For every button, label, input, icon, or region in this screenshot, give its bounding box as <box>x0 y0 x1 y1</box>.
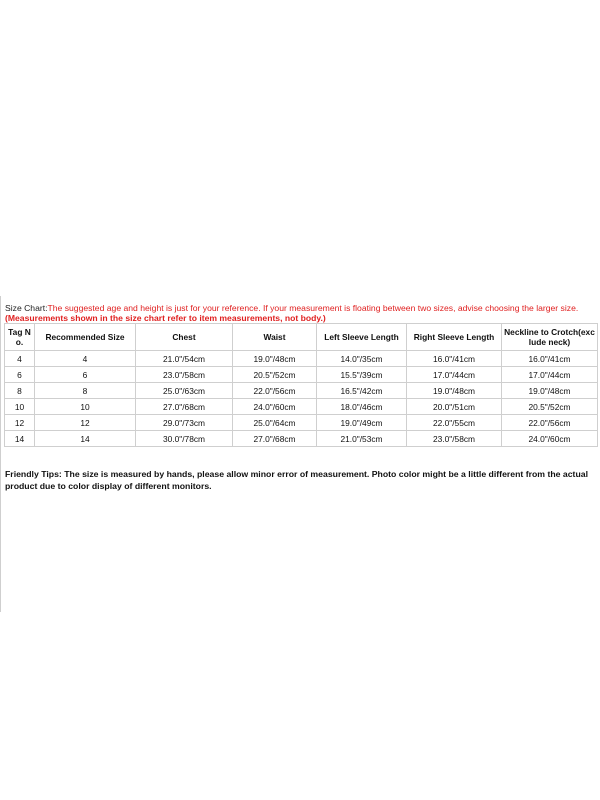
cell-waist: 25.0"/64cm <box>233 415 317 431</box>
header-chest: Chest <box>136 324 233 351</box>
cell-neckline-to-crotch: 20.5"/52cm <box>502 399 598 415</box>
cell-waist: 24.0"/60cm <box>233 399 317 415</box>
cell-recommended-size: 6 <box>35 367 136 383</box>
cell-neckline-to-crotch: 17.0"/44cm <box>502 367 598 383</box>
cell-recommended-size: 10 <box>35 399 136 415</box>
table-row <box>5 383 598 399</box>
page-border <box>0 296 1 612</box>
cell-right-sleeve: 19.0"/48cm <box>407 383 502 399</box>
cell-right-sleeve: 23.0"/58cm <box>407 431 502 447</box>
cell-waist: 27.0"/68cm <box>233 431 317 447</box>
size-chart-intro <box>5 303 595 323</box>
cell-chest: 27.0"/68cm <box>136 399 233 415</box>
cell-tag-no: 8 <box>5 383 35 399</box>
header-waist: Waist <box>233 324 317 351</box>
header-neckline-to-crotch: Neckline to Crotch(exc lude neck) <box>502 324 598 351</box>
size-table <box>4 323 598 447</box>
table-row <box>5 415 598 431</box>
cell-left-sleeve: 16.5"/42cm <box>317 383 407 399</box>
table-row <box>5 431 598 447</box>
cell-right-sleeve: 17.0"/44cm <box>407 367 502 383</box>
cell-right-sleeve: 20.0"/51cm <box>407 399 502 415</box>
friendly-tips: Friendly Tips: The size is measured by hands, please allow minor error of measurement. Photo color might be a little different from the actual product due to color display of different monitors. <box>5 469 588 491</box>
cell-recommended-size: 12 <box>35 415 136 431</box>
table-row <box>5 399 598 415</box>
cell-left-sleeve: 14.0"/35cm <box>317 351 407 367</box>
cell-tag-no: 12 <box>5 415 35 431</box>
cell-tag-no: 4 <box>5 351 35 367</box>
cell-left-sleeve: 15.5"/39cm <box>317 367 407 383</box>
cell-left-sleeve: 18.0"/46cm <box>317 399 407 415</box>
cell-right-sleeve: 22.0"/55cm <box>407 415 502 431</box>
table-header-row <box>5 324 598 351</box>
header-right-sleeve-length: Right Sleeve Length <box>407 324 502 351</box>
cell-chest: 30.0"/78cm <box>136 431 233 447</box>
size-advice-note: The suggested age and height is just for your reference. If your measurement is floating between two sizes, advise choosing the larger size. <box>47 303 579 313</box>
header-recommended-size: Recommended Size <box>35 324 136 351</box>
cell-recommended-size: 14 <box>35 431 136 447</box>
table-row <box>5 351 598 367</box>
cell-waist: 22.0"/56cm <box>233 383 317 399</box>
cell-chest: 29.0"/73cm <box>136 415 233 431</box>
cell-recommended-size: 8 <box>35 383 136 399</box>
cell-tag-no: 14 <box>5 431 35 447</box>
cell-right-sleeve: 16.0"/41cm <box>407 351 502 367</box>
cell-chest: 21.0"/54cm <box>136 351 233 367</box>
cell-waist: 19.0"/48cm <box>233 351 317 367</box>
cell-neckline-to-crotch: 22.0"/56cm <box>502 415 598 431</box>
measurement-note: (Measurements shown in the size chart refer to item measurements, not body.) <box>5 313 326 323</box>
cell-neckline-to-crotch: 16.0"/41cm <box>502 351 598 367</box>
cell-chest: 23.0"/58cm <box>136 367 233 383</box>
cell-neckline-to-crotch: 19.0"/48cm <box>502 383 598 399</box>
table-row <box>5 367 598 383</box>
cell-neckline-to-crotch: 24.0"/60cm <box>502 431 598 447</box>
cell-recommended-size: 4 <box>35 351 136 367</box>
header-tag-no: Tag N o. <box>5 324 35 351</box>
cell-tag-no: 6 <box>5 367 35 383</box>
cell-left-sleeve: 19.0"/49cm <box>317 415 407 431</box>
cell-waist: 20.5"/52cm <box>233 367 317 383</box>
header-left-sleeve-length: Left Sleeve Length <box>317 324 407 351</box>
size-chart-label: Size Chart: <box>5 303 48 313</box>
cell-chest: 25.0"/63cm <box>136 383 233 399</box>
cell-tag-no: 10 <box>5 399 35 415</box>
cell-left-sleeve: 21.0"/53cm <box>317 431 407 447</box>
